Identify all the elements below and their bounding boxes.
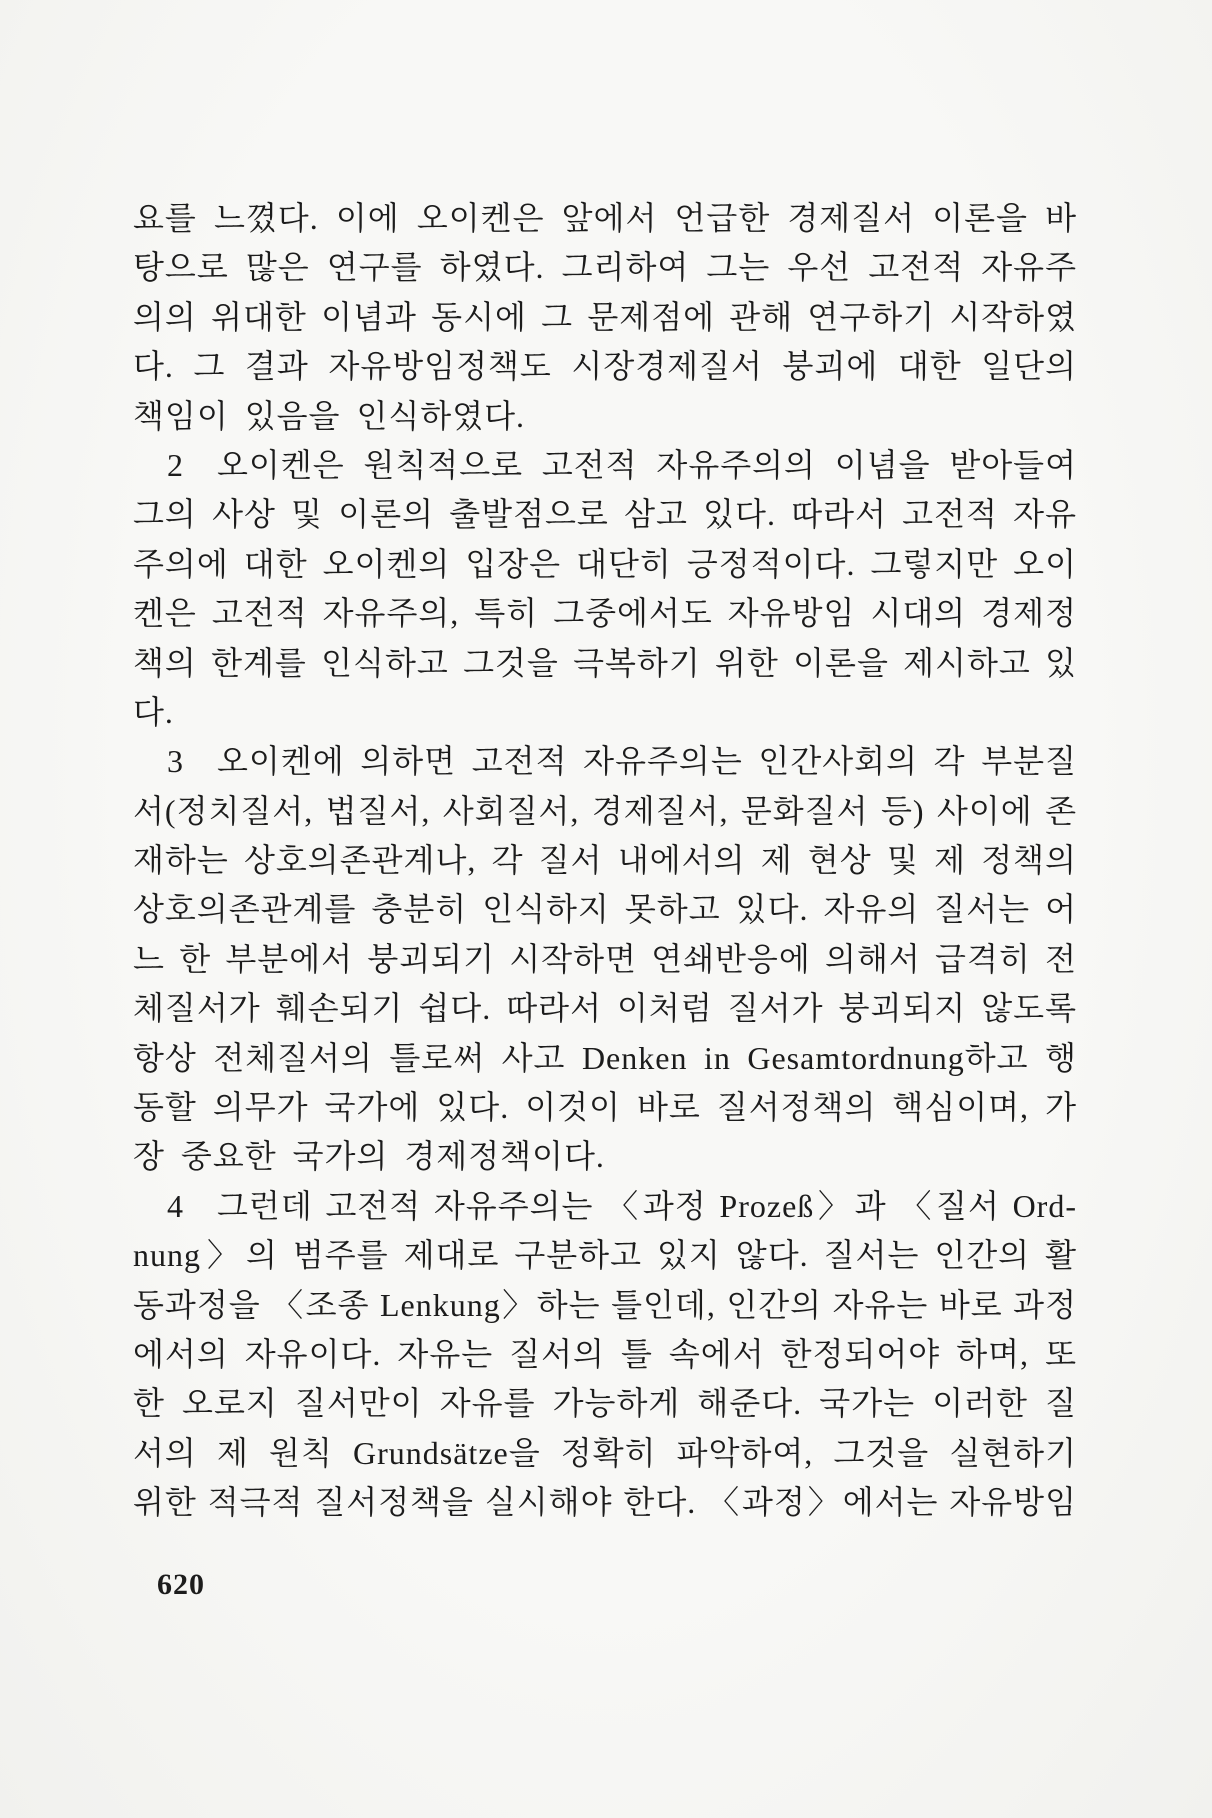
text-line: 동과정을 〈조종 Lenkung〉하는 틀인데, 인간의 자유는 바로 과정 bbox=[133, 1286, 1077, 1323]
page-number: 620 bbox=[157, 1568, 205, 1601]
body-text bbox=[133, 194, 1077, 1528]
text-line: 3 오이켄에 의하면 고전적 자유주의는 인간사회의 각 부분질 bbox=[167, 743, 1077, 780]
text-line: 에서의 자유이다. 자유는 질서의 틀 속에서 한정되어야 하며, 또 bbox=[133, 1335, 1077, 1372]
text-line: 항상 전체질서의 틀로써 사고 Denken in Gesamtordnung하고 행 bbox=[133, 1039, 1077, 1076]
text-line: 장 중요한 국가의 경제정책이다. bbox=[133, 1138, 605, 1175]
text-line: 상호의존관계를 충분히 인식하지 못하고 있다. 자유의 질서는 어 bbox=[133, 891, 1077, 928]
text-line: 그의 사상 및 이론의 출발점으로 삼고 있다. 따라서 고전적 자유 bbox=[133, 496, 1077, 533]
text-line: 2 오이켄은 원칙적으로 고전적 자유주의의 이념을 받아들여 bbox=[167, 446, 1077, 483]
text-line: 한 오로지 질서만이 자유를 가능하게 해준다. 국가는 이러한 질 bbox=[133, 1385, 1077, 1422]
text-line: 요를 느꼈다. 이에 오이켄은 앞에서 언급한 경제질서 이론을 바 bbox=[133, 200, 1077, 236]
text-line: 다. 그 결과 자유방임정책도 시장경제질서 붕괴에 대한 일단의 bbox=[133, 348, 1077, 385]
text-line: 다. bbox=[133, 693, 174, 730]
text-line: 서의 제 원칙 Grundsätze을 정확히 파악하여, 그것을 실현하기 bbox=[133, 1434, 1077, 1471]
text-line: 느 한 부분에서 붕괴되기 시작하면 연쇄반응에 의해서 급격히 전 bbox=[133, 940, 1077, 977]
text-line: 주의에 대한 오이켄의 입장은 대단히 긍정적이다. 그렇지만 오이 bbox=[133, 545, 1077, 582]
text-line: 켄은 고전적 자유주의, 특히 그중에서도 자유방임 시대의 경제정 bbox=[133, 595, 1077, 632]
text-line: 동할 의무가 국가에 있다. 이것이 바로 질서정책의 핵심이며, 가 bbox=[133, 1089, 1077, 1126]
text-line: 서(정치질서, 법질서, 사회질서, 경제질서, 문화질서 등) 사이에 존 bbox=[133, 792, 1077, 829]
text-line: 4 그런데 고전적 자유주의는 〈과정 Prozeß〉과 〈질서 Ord- bbox=[167, 1187, 1077, 1224]
text-line: 위한 적극적 질서정책을 실시해야 한다. 〈과정〉에서는 자유방임 bbox=[133, 1484, 1077, 1521]
text-line: 책임이 있음을 인식하였다. bbox=[133, 397, 526, 434]
text-line: 체질서가 훼손되기 쉽다. 따라서 이처럼 질서가 붕괴되지 않도록 bbox=[133, 990, 1077, 1027]
text-line: 의의 위대한 이념과 동시에 그 문제점에 관해 연구하기 시작하였 bbox=[133, 298, 1077, 335]
text-line: nung〉의 범주를 제대로 구분하고 있지 않다. 질서는 인간의 활 bbox=[133, 1237, 1077, 1274]
text-line: 탕으로 많은 연구를 하였다. 그리하여 그는 우선 고전적 자유주 bbox=[133, 249, 1077, 286]
text-line: 재하는 상호의존관계나, 각 질서 내에서의 제 현상 및 제 정책의 bbox=[133, 842, 1077, 879]
text-line: 책의 한계를 인식하고 그것을 극복하기 위한 이론을 제시하고 있 bbox=[133, 644, 1077, 681]
